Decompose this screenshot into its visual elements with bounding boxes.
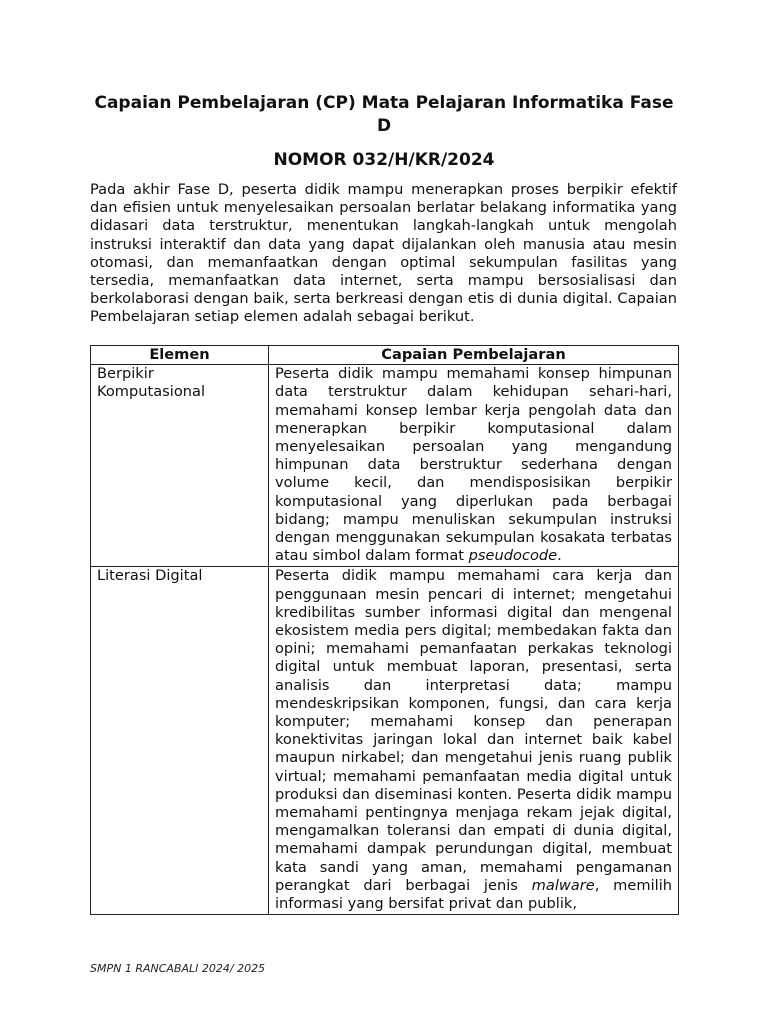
capaian-text-end: , memilih informasi yang bersifat privat dan publik, <box>275 876 672 913</box>
intro-paragraph: Pada akhir Fase D, peserta didik mampu menerapkan proses berpikir efektif dan efisien untuk menyelesaikan persoalan berlatar belakang informatika yang didasari data terstruktur, menentukan langkah-langkah untuk mengolah instruksi interaktif dan data yang dapat dijalankan oleh manusia atau mesin otomasi, dan memanfaatkan dengan optimal sekumpulan fasilitas yang tersedia, memanfaatkan data internet, serta mampu bersosialisasi dan berkolaborasi dengan baik, serta berkreasi dengan etis di dunia digital. Capaian Pembelajaran setiap elemen adalah sebagai berikut. <box>90 181 677 326</box>
capaian-italic-term: pseudocode <box>468 547 558 565</box>
table-row <box>91 365 679 567</box>
elemen-cell: Berpikir Komputasional <box>91 365 269 567</box>
header-capaian: Capaian Pembelajaran <box>269 346 679 365</box>
table-header-row <box>91 346 679 365</box>
cp-table <box>90 345 679 915</box>
page-footer: SMPN 1 RANCABALI 2024/ 2025 <box>90 962 266 975</box>
document-title: Capaian Pembelajaran (CP) Mata Pelajaran Informatika Fase D <box>94 93 674 136</box>
capaian-cell <box>269 567 679 915</box>
header-elemen: Elemen <box>91 346 269 365</box>
capaian-cell <box>269 365 679 567</box>
capaian-text: Peserta didik mampu memahami konsep himpunan data terstruktur dalam kehidupan sehari-hari, memahami konsep lembar kerja pengolah data dan menerapkan berpikir komputasional dalam menyelesaikan persoalan yang mengandung himpunan data berstruktur sederhana dengan volume kecil, dan mendisposisikan berpikir komputasional yang diperlukan pada berbagai bidang; mampu menuliskan sekumpulan instruksi dengan menggunakan sekumpulan kosakata terbatas atau simbol dalam format <box>275 365 672 565</box>
capaian-text-end: . <box>557 547 562 565</box>
document-number: NOMOR 032/H/KR/2024 <box>273 150 495 170</box>
capaian-italic-term: malware <box>531 876 595 894</box>
elemen-cell: Literasi Digital <box>91 567 269 915</box>
table-row <box>91 567 679 915</box>
capaian-text: Peserta didik mampu memahami cara kerja dan penggunaan mesin pencari di internet; mengetahui kredibilitas sumber informasi digital dan mengenal ekosistem media pers digital; membedakan fakta dan opini; memahami pemanfaatan perkakas teknologi digital untuk membuat laporan, presentasi, serta analisis dan interpretasi data; mampu mendeskripsikan komponen, fungsi, dan cara kerja komputer; memahami konsep dan penerapan konektivitas jaringan lokal dan internet baik kabel maupun nirkabel; dan mengetahui jenis ruang publik virtual; memahami pemanfaatan media digital untuk produksi dan diseminasi konten. Peserta didik mampu memahami pentingnya menjaga rekam jejak digital, mengamalkan toleransi dan empati di dunia digital, memahami dampak perundungan digital, membuat kata sandi yang aman, memahami pengamanan perangkat dari berbagai jenis <box>275 567 672 894</box>
